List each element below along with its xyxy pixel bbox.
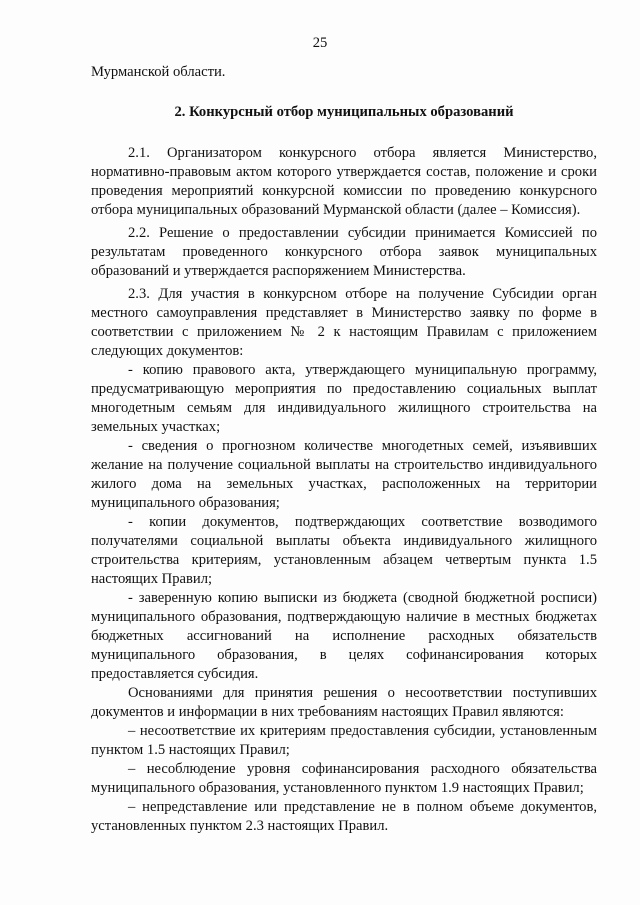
continuation-text: Мурманской области. bbox=[91, 64, 226, 80]
list-item-budget-extract: - заверенную копию выписки из бюджета (сводной бюджетной росписи) муниципального образования, подтверждающую наличие в местных бюджетах бюджетных ассигнований на исполнение расходных обязательств муниципального образования, в целях софинансирования которых предоставляется субсидия. bbox=[91, 590, 597, 682]
list-item-family-forecast: - сведения о прогнозном количестве многодетных семей, изъявивших желание на получение социальной выплаты на строительство индивидуального жилого дома на земельных участках, расположенных на территории муниципального образования; bbox=[91, 438, 597, 511]
paragraph-2-2: 2.2. Решение о предоставлении субсидии принимается Комиссией по результатам проведенного конкурсного отбора заявок муниципальных образований и утверждается распоряжением Министерства. bbox=[91, 225, 597, 279]
list-item-criteria-mismatch: – несоответствие их критериям предоставления субсидии, установленным пунктом 1.5 настоящих Правил; bbox=[91, 723, 597, 758]
list-item-cofinancing: – несоблюдение уровня софинансирования расходного обязательства муниципального образования, установленного пунктом 1.9 настоящих Правил; bbox=[91, 761, 597, 796]
page-body bbox=[91, 63, 597, 836]
paragraph-2-1: 2.1. Организатором конкурсного отбора является Министерство, нормативно-правовым актом которого утверждается состав, положение и сроки проведения мероприятий конкурсной комиссии по проведению конкурсного отбора муниципальных образований Мурманской области (далее – Комиссия). bbox=[91, 145, 597, 218]
list-item-legal-act: - копию правового акта, утверждающего муниципальную программу, предусматривающую мероприятия по предоставлению социальных выплат многодетным семьям для индивидуального жилищного строительства на земельных участках; bbox=[91, 362, 597, 435]
page-number: 25 bbox=[312, 35, 328, 51]
list-item-compliance-docs: - копии документов, подтверждающих соответствие возводимого получателями социальной выплаты объекта индивидуального жилищного строительства критериям, установленным абзацем четвертым пункта 1.5 настоящих Правил; bbox=[91, 514, 597, 587]
list-item-incomplete-docs: – непредставление или представление не в полном объеме документов, установленных пунктом 2.3 настоящих Правил. bbox=[91, 799, 597, 834]
section-title: 2. Конкурсный отбор муниципальных образований bbox=[174, 104, 514, 120]
paragraph-grounds: Основаниями для принятия решения о несоответствии поступивших документов и информации в них требованиям настоящих Правил являются: bbox=[91, 685, 597, 720]
paragraph-2-3: 2.3. Для участия в конкурсном отборе на получение Субсидии орган местного самоуправления представляет в Министерство заявку по форме в соответствии с приложением № 2 к настоящим Правилам с приложением следующих документов: bbox=[91, 286, 597, 359]
